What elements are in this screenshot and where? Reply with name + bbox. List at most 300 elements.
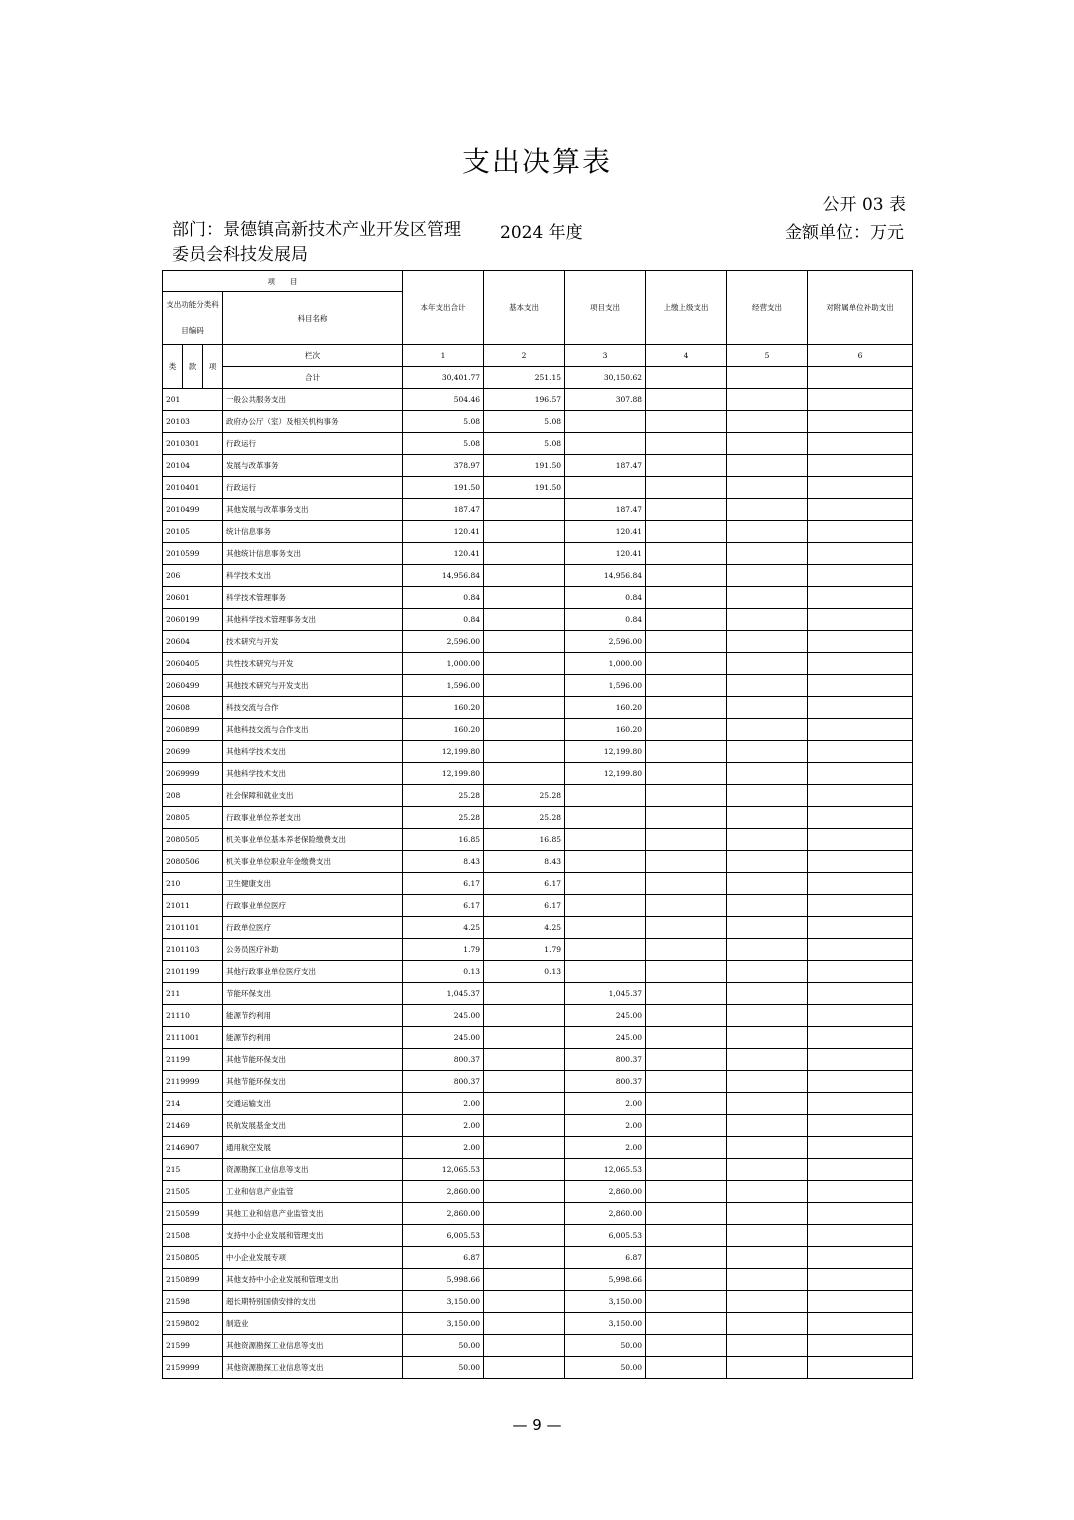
table-row: [163, 939, 913, 961]
row-operating-expenditure: [727, 917, 808, 939]
row-basic-expenditure: 191.50: [484, 477, 565, 499]
row-total-expenditure: 50.00: [403, 1357, 484, 1379]
row-operating-expenditure: [727, 631, 808, 653]
row-project-expenditure: 800.37: [565, 1071, 646, 1093]
row-upper-payment: [646, 477, 727, 499]
row-operating-expenditure: [727, 785, 808, 807]
row-code: 20103: [163, 411, 223, 433]
row-subsidiary-subsidy: [808, 1203, 913, 1225]
row-basic-expenditure: [484, 653, 565, 675]
row-upper-payment: [646, 455, 727, 477]
row-code: 20699: [163, 741, 223, 763]
row-upper-payment: [646, 565, 727, 587]
table-row: [163, 1159, 913, 1181]
row-operating-expenditure: [727, 1093, 808, 1115]
row-operating-expenditure: [727, 983, 808, 1005]
row-upper-payment: [646, 1115, 727, 1137]
row-code: 20805: [163, 807, 223, 829]
header-col-1: 本年支出合计: [403, 271, 484, 345]
row-upper-payment: [646, 961, 727, 983]
row-project-expenditure: 50.00: [565, 1335, 646, 1357]
table-row: [163, 1313, 913, 1335]
table-row: [163, 697, 913, 719]
total-col-2: 251.15: [484, 367, 565, 389]
header-col-5: 经营支出: [727, 271, 808, 345]
row-code: 2146907: [163, 1137, 223, 1159]
row-code: 2101103: [163, 939, 223, 961]
row-operating-expenditure: [727, 1357, 808, 1379]
row-upper-payment: [646, 389, 727, 411]
row-code: 2060405: [163, 653, 223, 675]
row-project-expenditure: 2,596.00: [565, 631, 646, 653]
table-row: [163, 477, 913, 499]
row-subsidiary-subsidy: [808, 939, 913, 961]
table-row: [163, 1181, 913, 1203]
row-subject-name: 中小企业发展专项: [223, 1247, 403, 1269]
row-basic-expenditure: [484, 1357, 565, 1379]
row-operating-expenditure: [727, 961, 808, 983]
row-code: 2080506: [163, 851, 223, 873]
row-operating-expenditure: [727, 1049, 808, 1071]
row-code: 2060499: [163, 675, 223, 697]
row-subsidiary-subsidy: [808, 1071, 913, 1093]
row-basic-expenditure: 25.28: [484, 807, 565, 829]
row-upper-payment: [646, 917, 727, 939]
row-basic-expenditure: [484, 1247, 565, 1269]
row-total-expenditure: 2,860.00: [403, 1181, 484, 1203]
row-project-expenditure: 12,199.80: [565, 741, 646, 763]
row-basic-expenditure: [484, 1291, 565, 1313]
row-total-expenditure: 2.00: [403, 1137, 484, 1159]
row-project-expenditure: 0.84: [565, 609, 646, 631]
row-total-expenditure: 16.85: [403, 829, 484, 851]
row-code: 2080505: [163, 829, 223, 851]
row-subsidiary-subsidy: [808, 807, 913, 829]
row-basic-expenditure: [484, 1137, 565, 1159]
row-code: 21199: [163, 1049, 223, 1071]
row-total-expenditure: 3,150.00: [403, 1291, 484, 1313]
row-basic-expenditure: [484, 741, 565, 763]
row-subsidiary-subsidy: [808, 1093, 913, 1115]
row-basic-expenditure: [484, 763, 565, 785]
row-code: 2069999: [163, 763, 223, 785]
row-subject-name: 其他工业和信息产业监管支出: [223, 1203, 403, 1225]
header-col-3: 项目支出: [565, 271, 646, 345]
header-kuan: 款: [183, 345, 203, 389]
row-subject-name: 能源节约利用: [223, 1005, 403, 1027]
row-subsidiary-subsidy: [808, 1313, 913, 1335]
row-upper-payment: [646, 499, 727, 521]
table-row: [163, 1203, 913, 1225]
row-subject-name: 行政单位医疗: [223, 917, 403, 939]
row-code: 2010599: [163, 543, 223, 565]
row-subsidiary-subsidy: [808, 1269, 913, 1291]
row-code: 2101199: [163, 961, 223, 983]
row-operating-expenditure: [727, 1181, 808, 1203]
row-operating-expenditure: [727, 807, 808, 829]
header-xiang: 项: [203, 345, 223, 389]
row-operating-expenditure: [727, 587, 808, 609]
fiscal-year: 2024 年度: [500, 223, 583, 243]
row-total-expenditure: 6.17: [403, 895, 484, 917]
table-row: [163, 543, 913, 565]
table-row: [163, 1335, 913, 1357]
row-total-expenditure: 8.43: [403, 851, 484, 873]
row-subject-name: 科技交流与合作: [223, 697, 403, 719]
row-basic-expenditure: [484, 1335, 565, 1357]
row-operating-expenditure: [727, 1335, 808, 1357]
row-basic-expenditure: [484, 609, 565, 631]
table-row: [163, 807, 913, 829]
row-project-expenditure: 120.41: [565, 543, 646, 565]
row-operating-expenditure: [727, 433, 808, 455]
row-basic-expenditure: [484, 675, 565, 697]
row-code: 211: [163, 983, 223, 1005]
row-project-expenditure: 2.00: [565, 1115, 646, 1137]
row-code: 2159999: [163, 1357, 223, 1379]
row-project-expenditure: 120.41: [565, 521, 646, 543]
row-project-expenditure: 160.20: [565, 719, 646, 741]
row-total-expenditure: 6,005.53: [403, 1225, 484, 1247]
row-upper-payment: [646, 1203, 727, 1225]
row-upper-payment: [646, 807, 727, 829]
row-subject-name: 行政事业单位医疗: [223, 895, 403, 917]
row-code: 2010499: [163, 499, 223, 521]
row-operating-expenditure: [727, 455, 808, 477]
table-row: [163, 1247, 913, 1269]
row-subsidiary-subsidy: [808, 543, 913, 565]
row-basic-expenditure: [484, 587, 565, 609]
row-project-expenditure: 50.00: [565, 1357, 646, 1379]
row-subsidiary-subsidy: [808, 631, 913, 653]
row-operating-expenditure: [727, 653, 808, 675]
row-upper-payment: [646, 741, 727, 763]
row-project-expenditure: [565, 873, 646, 895]
row-total-expenditure: 0.13: [403, 961, 484, 983]
row-code: 21508: [163, 1225, 223, 1247]
table-row: [163, 521, 913, 543]
row-code: 201: [163, 389, 223, 411]
row-total-expenditure: 5,998.66: [403, 1269, 484, 1291]
row-project-expenditure: 5,998.66: [565, 1269, 646, 1291]
row-code: 2159802: [163, 1313, 223, 1335]
row-total-expenditure: 14,956.84: [403, 565, 484, 587]
row-upper-payment: [646, 411, 727, 433]
row-code: 2010301: [163, 433, 223, 455]
row-project-expenditure: 187.47: [565, 499, 646, 521]
row-operating-expenditure: [727, 741, 808, 763]
row-code: 21469: [163, 1115, 223, 1137]
row-upper-payment: [646, 851, 727, 873]
row-upper-payment: [646, 697, 727, 719]
table-row: [163, 411, 913, 433]
row-subsidiary-subsidy: [808, 763, 913, 785]
row-subsidiary-subsidy: [808, 1291, 913, 1313]
row-subsidiary-subsidy: [808, 675, 913, 697]
row-upper-payment: [646, 785, 727, 807]
row-total-expenditure: 2.00: [403, 1115, 484, 1137]
row-upper-payment: [646, 675, 727, 697]
row-total-expenditure: 504.46: [403, 389, 484, 411]
row-subject-name: 科学技术支出: [223, 565, 403, 587]
row-upper-payment: [646, 1335, 727, 1357]
row-subject-name: 行政运行: [223, 433, 403, 455]
row-project-expenditure: 245.00: [565, 1027, 646, 1049]
row-basic-expenditure: [484, 499, 565, 521]
table-row: [163, 895, 913, 917]
row-upper-payment: [646, 543, 727, 565]
row-operating-expenditure: [727, 1137, 808, 1159]
table-row: [163, 741, 913, 763]
row-code: 214: [163, 1093, 223, 1115]
row-basic-expenditure: [484, 1005, 565, 1027]
header-col-2: 基本支出: [484, 271, 565, 345]
row-subsidiary-subsidy: [808, 1335, 913, 1357]
row-operating-expenditure: [727, 543, 808, 565]
row-upper-payment: [646, 873, 727, 895]
row-total-expenditure: 3,150.00: [403, 1313, 484, 1335]
row-total-expenditure: 1,045.37: [403, 983, 484, 1005]
expenditure-table: [162, 270, 913, 1379]
row-basic-expenditure: 5.08: [484, 411, 565, 433]
row-total-expenditure: 6.87: [403, 1247, 484, 1269]
row-subject-name: 其他技术研究与开发支出: [223, 675, 403, 697]
row-project-expenditure: 3,150.00: [565, 1291, 646, 1313]
row-project-expenditure: [565, 939, 646, 961]
row-upper-payment: [646, 1159, 727, 1181]
row-upper-payment: [646, 609, 727, 631]
row-subject-name: 机关事业单位基本养老保险缴费支出: [223, 829, 403, 851]
row-basic-expenditure: [484, 983, 565, 1005]
row-subsidiary-subsidy: [808, 433, 913, 455]
row-upper-payment: [646, 829, 727, 851]
row-subject-name: 发展与改革事务: [223, 455, 403, 477]
table-row: [163, 785, 913, 807]
row-total-expenditure: 800.37: [403, 1071, 484, 1093]
table-row: [163, 499, 913, 521]
row-total-expenditure: 0.84: [403, 609, 484, 631]
row-operating-expenditure: [727, 675, 808, 697]
total-col-6: [808, 367, 913, 389]
row-subject-name: 社会保障和就业支出: [223, 785, 403, 807]
row-operating-expenditure: [727, 389, 808, 411]
row-total-expenditure: 245.00: [403, 1005, 484, 1027]
table-row: [163, 1115, 913, 1137]
row-subject-name: 交通运输支出: [223, 1093, 403, 1115]
row-code: 2101101: [163, 917, 223, 939]
row-code: 2119999: [163, 1071, 223, 1093]
row-subsidiary-subsidy: [808, 829, 913, 851]
row-subject-name: 其他科技交流与合作支出: [223, 719, 403, 741]
row-subject-name: 其他资源勘探工业信息等支出: [223, 1357, 403, 1379]
table-row: [163, 1005, 913, 1027]
row-total-expenditure: 1,596.00: [403, 675, 484, 697]
header-col-label: 栏次: [223, 345, 403, 367]
table-row: [163, 433, 913, 455]
row-subsidiary-subsidy: [808, 1247, 913, 1269]
col-number-5: 5: [727, 345, 808, 367]
row-operating-expenditure: [727, 1225, 808, 1247]
row-project-expenditure: 0.84: [565, 587, 646, 609]
table-row: [163, 983, 913, 1005]
row-subsidiary-subsidy: [808, 1181, 913, 1203]
table-row: [163, 389, 913, 411]
row-project-expenditure: 1,596.00: [565, 675, 646, 697]
row-operating-expenditure: [727, 1291, 808, 1313]
total-col-4: [646, 367, 727, 389]
row-basic-expenditure: 0.13: [484, 961, 565, 983]
row-basic-expenditure: 16.85: [484, 829, 565, 851]
row-upper-payment: [646, 631, 727, 653]
row-subject-name: 一般公共服务支出: [223, 389, 403, 411]
row-subject-name: 其他资源勘探工业信息等支出: [223, 1335, 403, 1357]
row-operating-expenditure: [727, 873, 808, 895]
row-basic-expenditure: [484, 1225, 565, 1247]
row-subject-name: 支持中小企业发展和管理支出: [223, 1225, 403, 1247]
row-subject-name: 资源勘探工业信息等支出: [223, 1159, 403, 1181]
table-row: [163, 873, 913, 895]
row-subject-name: 其他科学技术管理事务支出: [223, 609, 403, 631]
table-row: [163, 961, 913, 983]
table-row: [163, 719, 913, 741]
row-subject-name: 机关事业单位职业年金缴费支出: [223, 851, 403, 873]
row-upper-payment: [646, 1071, 727, 1093]
header-col-4: 上缴上级支出: [646, 271, 727, 345]
row-subsidiary-subsidy: [808, 961, 913, 983]
row-total-expenditure: 2.00: [403, 1093, 484, 1115]
row-operating-expenditure: [727, 895, 808, 917]
row-upper-payment: [646, 719, 727, 741]
row-project-expenditure: [565, 961, 646, 983]
row-code: 20105: [163, 521, 223, 543]
header-col-6: 对附属单位补助支出: [808, 271, 913, 345]
table-row: [163, 851, 913, 873]
row-subsidiary-subsidy: [808, 389, 913, 411]
row-total-expenditure: 800.37: [403, 1049, 484, 1071]
row-operating-expenditure: [727, 1071, 808, 1093]
row-operating-expenditure: [727, 1005, 808, 1027]
row-code: 215: [163, 1159, 223, 1181]
row-total-expenditure: 120.41: [403, 521, 484, 543]
row-basic-expenditure: [484, 543, 565, 565]
row-code: 210: [163, 873, 223, 895]
row-subject-name: 卫生健康支出: [223, 873, 403, 895]
table-row: [163, 1269, 913, 1291]
row-total-expenditure: 0.84: [403, 587, 484, 609]
row-project-expenditure: 307.88: [565, 389, 646, 411]
total-col-3: 30,150.62: [565, 367, 646, 389]
row-subsidiary-subsidy: [808, 411, 913, 433]
row-code: 20604: [163, 631, 223, 653]
row-code: 20601: [163, 587, 223, 609]
header-project: 项 目: [163, 271, 403, 292]
row-subsidiary-subsidy: [808, 1027, 913, 1049]
row-total-expenditure: 5.08: [403, 433, 484, 455]
row-code: 2150899: [163, 1269, 223, 1291]
header-func-code: 支出功能分类科目编码: [163, 292, 223, 345]
table-row: [163, 653, 913, 675]
row-subsidiary-subsidy: [808, 719, 913, 741]
col-number-1: 1: [403, 345, 484, 367]
row-operating-expenditure: [727, 763, 808, 785]
row-upper-payment: [646, 1049, 727, 1071]
row-operating-expenditure: [727, 697, 808, 719]
row-basic-expenditure: [484, 1093, 565, 1115]
row-project-expenditure: [565, 851, 646, 873]
row-total-expenditure: 1,000.00: [403, 653, 484, 675]
table-row: [163, 763, 913, 785]
row-subject-name: 其他统计信息事务支出: [223, 543, 403, 565]
row-subject-name: 统计信息事务: [223, 521, 403, 543]
row-total-expenditure: 191.50: [403, 477, 484, 499]
row-upper-payment: [646, 1357, 727, 1379]
row-basic-expenditure: [484, 1269, 565, 1291]
department-label: 部门：景德镇高新技术产业开发区管理委员会科技发展局: [172, 220, 461, 265]
row-subject-name: 其他支持中小企业发展和管理支出: [223, 1269, 403, 1291]
row-total-expenditure: 2,860.00: [403, 1203, 484, 1225]
row-subject-name: 节能环保支出: [223, 983, 403, 1005]
row-total-expenditure: 25.28: [403, 807, 484, 829]
row-basic-expenditure: [484, 1313, 565, 1335]
row-basic-expenditure: [484, 1027, 565, 1049]
row-code: 21598: [163, 1291, 223, 1313]
row-code: 2010401: [163, 477, 223, 499]
row-code: 21505: [163, 1181, 223, 1203]
row-subsidiary-subsidy: [808, 697, 913, 719]
total-col-5: [727, 367, 808, 389]
row-total-expenditure: 245.00: [403, 1027, 484, 1049]
table-row: [163, 1357, 913, 1379]
row-code: 20104: [163, 455, 223, 477]
table-row: [163, 675, 913, 697]
row-project-expenditure: [565, 895, 646, 917]
row-code: 2111001: [163, 1027, 223, 1049]
row-upper-payment: [646, 1291, 727, 1313]
row-upper-payment: [646, 1027, 727, 1049]
row-operating-expenditure: [727, 1203, 808, 1225]
row-operating-expenditure: [727, 1269, 808, 1291]
row-upper-payment: [646, 939, 727, 961]
row-project-expenditure: 1,000.00: [565, 653, 646, 675]
row-upper-payment: [646, 1313, 727, 1335]
row-operating-expenditure: [727, 609, 808, 631]
row-upper-payment: [646, 763, 727, 785]
row-subject-name: 通用航空发展: [223, 1137, 403, 1159]
row-total-expenditure: 120.41: [403, 543, 484, 565]
header-lei: 类: [163, 345, 183, 389]
row-project-expenditure: 800.37: [565, 1049, 646, 1071]
row-total-expenditure: 378.97: [403, 455, 484, 477]
row-total-expenditure: 12,065.53: [403, 1159, 484, 1181]
row-total-expenditure: 160.20: [403, 719, 484, 741]
row-upper-payment: [646, 1137, 727, 1159]
row-project-expenditure: [565, 785, 646, 807]
row-upper-payment: [646, 587, 727, 609]
col-number-2: 2: [484, 345, 565, 367]
row-subject-name: 技术研究与开发: [223, 631, 403, 653]
row-subsidiary-subsidy: [808, 499, 913, 521]
col-number-6: 6: [808, 345, 913, 367]
row-basic-expenditure: 6.17: [484, 895, 565, 917]
row-basic-expenditure: 196.57: [484, 389, 565, 411]
row-upper-payment: [646, 1225, 727, 1247]
row-project-expenditure: [565, 411, 646, 433]
row-code: 20608: [163, 697, 223, 719]
row-code: 2150805: [163, 1247, 223, 1269]
row-basic-expenditure: [484, 1115, 565, 1137]
row-subsidiary-subsidy: [808, 1357, 913, 1379]
row-subsidiary-subsidy: [808, 521, 913, 543]
